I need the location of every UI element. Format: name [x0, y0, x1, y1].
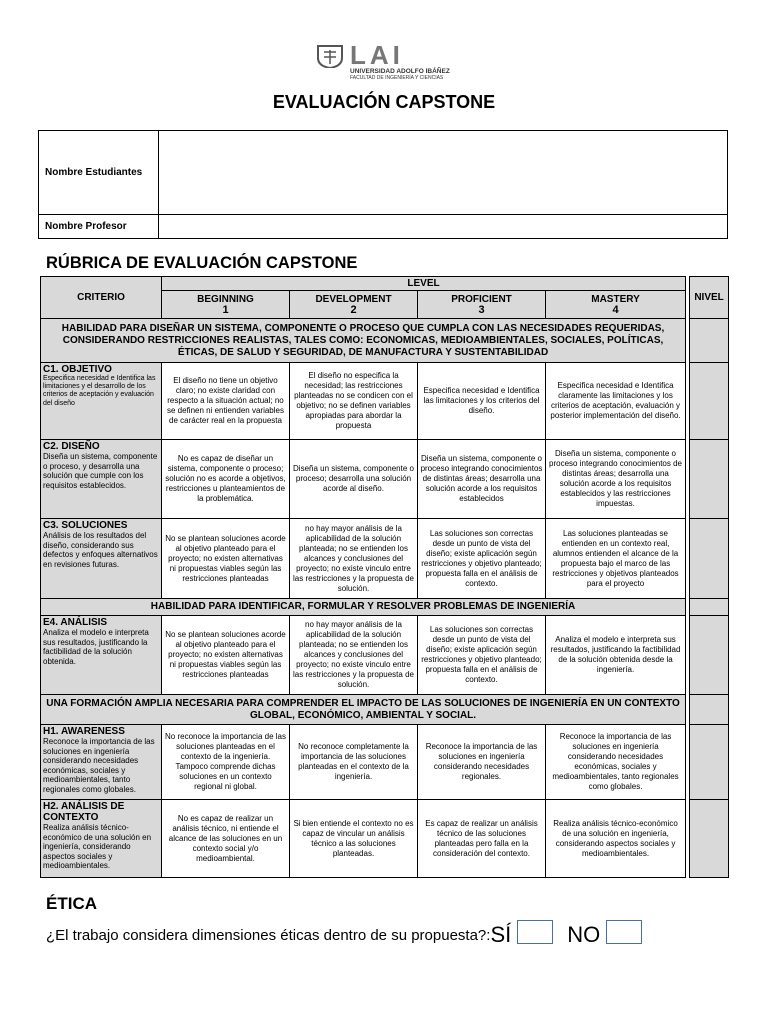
section-title: HABILIDAD PARA IDENTIFICAR, FORMULAR Y RESOLVER PROBLEMAS DE INGENIERÍA — [41, 599, 686, 616]
etica-title: ÉTICA — [46, 894, 97, 913]
level-cell: Si bien entiende el contexto no es capaz de vincular un análisis técnico a las soluciones planteadas. — [290, 800, 418, 878]
university-logo — [314, 44, 454, 86]
level-cell: Las soluciones planteadas se entienden en un contexto real, alumnos entienden el alcance de la propuesta bajo el marco de las restricciones y objetivos planteados para el proyecto — [546, 519, 686, 599]
level-cell: Especifica necesidad e Identifica las limitaciones y los criterios del diseño. — [418, 363, 546, 440]
nivel-cell — [690, 319, 729, 363]
criterion-cell: C3. SOLUCIONES Análisis de los resultados del diseño, considerando sus defectos y enfoques alternativos en revisiones futuras. — [41, 519, 162, 599]
nivel-score-cell[interactable] — [690, 363, 729, 440]
logo-faculty-name: FACULTAD DE INGENIERÍA Y CIENCIAS — [350, 75, 444, 81]
level-proficient-header: PROFICIENT 3 — [418, 291, 546, 319]
level-development-header: DEVELOPMENT 2 — [290, 291, 418, 319]
logo-university-name: UNIVERSIDAD ADOLFO IBÁÑEZ — [350, 68, 450, 75]
level-cell: Las soluciones son correctas desde un punto de vista del diseño; existe aplicación según restricciones y objetivo planteado; propuesta falla en el análisis de contexto. — [418, 616, 546, 695]
students-label: Nombre Estudiantes — [39, 131, 159, 215]
nivel-score-cell[interactable] — [690, 800, 729, 878]
criterion-cell: E4. ANÁLISIS Analiza el modelo e interpreta sus resultados, justificando la factibilidad de la solución obtenida. — [41, 616, 162, 695]
level-cell: El diseño no especifica la necesidad; las restricciones planteadas no se condicen con el objetivo; no se definen variables apropiadas para abordar la propuesta — [290, 363, 418, 440]
nivel-cell — [690, 695, 729, 725]
names-table — [38, 130, 728, 239]
level-cell: Es capaz de realizar un análisis técnico de las soluciones planteadas pero falla en la consideración del contexto. — [418, 800, 546, 878]
etica-question-row — [46, 920, 642, 948]
criterio-header: CRITERIO — [41, 277, 162, 319]
level-cell: No es capaz de diseñar un sistema, componente o proceso; solución no es acorde a objetivos, restricciones u planteamientos de la problemática. — [162, 440, 290, 519]
level-cell: No reconoce la importancia de las soluciones planteadas en el contexto de la ingeniería. Tampoco comprende dichas soluciones en un contexto regional ni global. — [162, 725, 290, 800]
no-label: NO — [567, 922, 601, 947]
level-mastery-header: MASTERY 4 — [546, 291, 686, 319]
yes-checkbox[interactable] — [517, 920, 553, 944]
page-title: EVALUACIÓN CAPSTONE — [272, 92, 496, 112]
criterion-cell: H1. AWARENESS Reconoce la importancia de las soluciones en ingeniería considerando necesidades económicas, sociales y medioambientales, tanto regionales como globales. — [41, 725, 162, 800]
level-cell: Diseña un sistema, componente o proceso integrando conocimientos de distintas áreas; desarrolla una solución acorde a los requisitos establecidos — [418, 440, 546, 519]
level-cell: no hay mayor análisis de la aplicabilidad de la solución planteada; no se entienden los alcances y conclusiones del proyecto; no existe vinculo entre las restricciones y la propuesta de solución. — [290, 519, 418, 599]
criterion-cell: C2. DISEÑO Diseña un sistema, componente o proceso, y desarrolla una solución que cumple con los requisitos establecidos. — [41, 440, 162, 519]
yes-label: SÍ — [490, 922, 512, 947]
level-beginning-header: BEGINNING 1 — [162, 291, 290, 319]
rubric-table — [40, 276, 729, 878]
nivel-score-cell[interactable] — [690, 440, 729, 519]
level-cell: El diseño no tiene un objetivo claro; no existe claridad con respecto a la situación actual; no se definen ni entienden variables de carácter real en la propuesta — [162, 363, 290, 440]
level-cell: No se plantean soluciones acorde al objetivo planteado para el proyecto; no existen alternativas ni propuestas viables según las restricciones planteadas — [162, 519, 290, 599]
nivel-score-cell[interactable] — [690, 616, 729, 695]
level-cell: No es capaz de realizar un análisis técnico, ni entiende el alcance de las soluciones en un contexto social y/o medioambiental. — [162, 800, 290, 878]
level-cell: Analiza el modelo e interpreta sus resultados, justificando la factibilidad de la solución obtenida desde la ingeniería. — [546, 616, 686, 695]
level-cell: no hay mayor análisis de la aplicabilidad de la solución planteada; no se entienden los alcances y conclusiones del proyecto; no existe vinculo entre las restricciones y la propuesta de solución. — [290, 616, 418, 695]
section-title: HABILIDAD PARA DISEÑAR UN SISTEMA, COMPONENTE O PROCESO QUE CUMPLA CON LAS NECESIDADES REQUERIDAS, CONSIDERANDO RESTRICCIONES REALISTAS, TALES COMO: ECONOMICAS, MEDIOAMBIENTALES, SOCIALES, POLÍTICAS, ÉTICAS, DE SALUD Y SEGURIDAD, DE MANUFACTURA Y SUSTENTABILIDAD — [41, 319, 686, 363]
svg-text:LAI: LAI — [350, 44, 404, 68]
etica-question: ¿El trabajo considera dimensiones éticas dentro de su propuesta?: — [46, 927, 491, 944]
criterion-cell: H2. ANÁLISIS DE CONTEXTO Realiza análisis técnico-económico de una solución en ingeniería, considerando aspectos sociales y medioambientales. — [41, 800, 162, 878]
nivel-score-cell[interactable] — [690, 725, 729, 800]
criterion-cell: C1. OBJETIVO Especifica necesidad e Identifica las limitaciones y el desarrollo de los criterios de aceptación y evaluación del diseño — [41, 363, 162, 440]
nivel-cell — [690, 599, 729, 616]
level-cell: Diseña un sistema, componente o proceso integrando conocimientos de distintas áreas; desarrolla una solución acorde a los requisitos establecidos y las restricciones impuestas. — [546, 440, 686, 519]
section-title: UNA FORMACIÓN AMPLIA NECESARIA PARA COMPRENDER EL IMPACTO DE LAS SOLUCIONES DE INGENIERÍA EN UN CONTEXTO GLOBAL, ECONÓMICO, AMBIENTAL Y SOCIAL. — [41, 695, 686, 725]
level-cell: Diseña un sistema, componente o proceso; desarrolla una solución acorde al diseño. — [290, 440, 418, 519]
level-cell: Realiza análisis técnico-económico de una solución en ingeniería, considerando aspectos sociales y medioambientales. — [546, 800, 686, 878]
students-field[interactable] — [159, 131, 728, 215]
nivel-header: NIVEL — [690, 277, 729, 319]
nivel-score-cell[interactable] — [690, 519, 729, 599]
level-cell: Reconoce la importancia de las soluciones en ingeniería considerando necesidades regionales. — [418, 725, 546, 800]
professor-label: Nombre Profesor — [39, 215, 159, 239]
level-cell: Especifica necesidad e Identifica claramente las limitaciones y los criterios de aceptación, evaluación y posterior implementación del diseño. — [546, 363, 686, 440]
level-cell: Las soluciones son correctas desde un punto de vista del diseño; existe aplicación según restricciones y objetivo planteado; propuesta falla en el análisis de contexto. — [418, 519, 546, 599]
crest-icon — [314, 44, 454, 68]
professor-field[interactable] — [159, 215, 728, 239]
level-cell: No se plantean soluciones acorde al objetivo planteado para el proyecto; no existen alternativas ni propuestas viables según las restricciones planteadas — [162, 616, 290, 695]
rubric-title: RÚBRICA DE EVALUACIÓN CAPSTONE — [46, 254, 358, 272]
level-header: LEVEL — [162, 277, 686, 291]
no-checkbox[interactable] — [606, 920, 642, 944]
level-cell: Reconoce la importancia de las soluciones en ingeniería considerando necesidades económicas, sociales y medioambientales, tanto regionales como globales. — [546, 725, 686, 800]
level-cell: No reconoce completamente la importancia de las soluciones planteadas en el contexto de la ingeniería. — [290, 725, 418, 800]
